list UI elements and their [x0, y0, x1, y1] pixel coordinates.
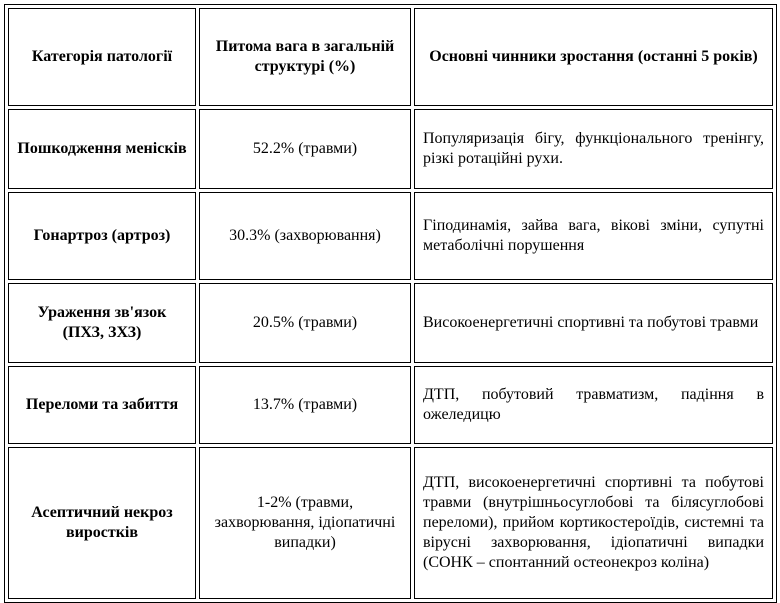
share-cell: 52.2% (травми): [199, 109, 411, 189]
factors-cell: Гіподинамія, зайва вага, вікові зміни, супутні метаболічні порушення: [414, 192, 773, 280]
header-factors: Основні чинники зростання (останні 5 років): [414, 8, 773, 106]
factors-cell: Популяризація бігу, функціонального тренінгу, різкі ротаційні рухи.: [414, 109, 773, 189]
factors-cell: ДТП, високоенергетичні спортивні та побутові травми (внутрішньосуглобові та білясуглобові переломи), прийом кортикостероїдів, системні та вірусні захворювання, ідіопатичні випадки (СОНК – спонтанний остеонекроз коліна): [414, 447, 773, 599]
table-row: [8, 283, 773, 363]
category-cell: Пошкодження менісків: [8, 109, 196, 189]
table-row: [8, 447, 773, 599]
category-cell: Переломи та забиття: [8, 366, 196, 444]
share-cell: 13.7% (травми): [199, 366, 411, 444]
header-category: Категорія патології: [8, 8, 196, 106]
table-row: [8, 109, 773, 189]
table-row: [8, 366, 773, 444]
factors-cell: ДТП, побутовий травматизм, падіння в ожеледицю: [414, 366, 773, 444]
share-cell: 30.3% (захворювання): [199, 192, 411, 280]
category-cell: Асептичний некроз виростків: [8, 447, 196, 599]
category-cell: Гонартроз (артроз): [8, 192, 196, 280]
header-share: Питома вага в загальній структурі (%): [199, 8, 411, 106]
category-cell: Ураження зв'язок (ПХЗ, ЗХЗ): [8, 283, 196, 363]
factors-cell: Високоенергетичні спортивні та побутові травми: [414, 283, 773, 363]
pathology-table: [4, 4, 777, 603]
table-row: [8, 192, 773, 280]
table-header-row: [8, 8, 773, 106]
share-cell: 1-2% (травми, захворювання, ідіопатичні випадки): [199, 447, 411, 599]
share-cell: 20.5% (травми): [199, 283, 411, 363]
